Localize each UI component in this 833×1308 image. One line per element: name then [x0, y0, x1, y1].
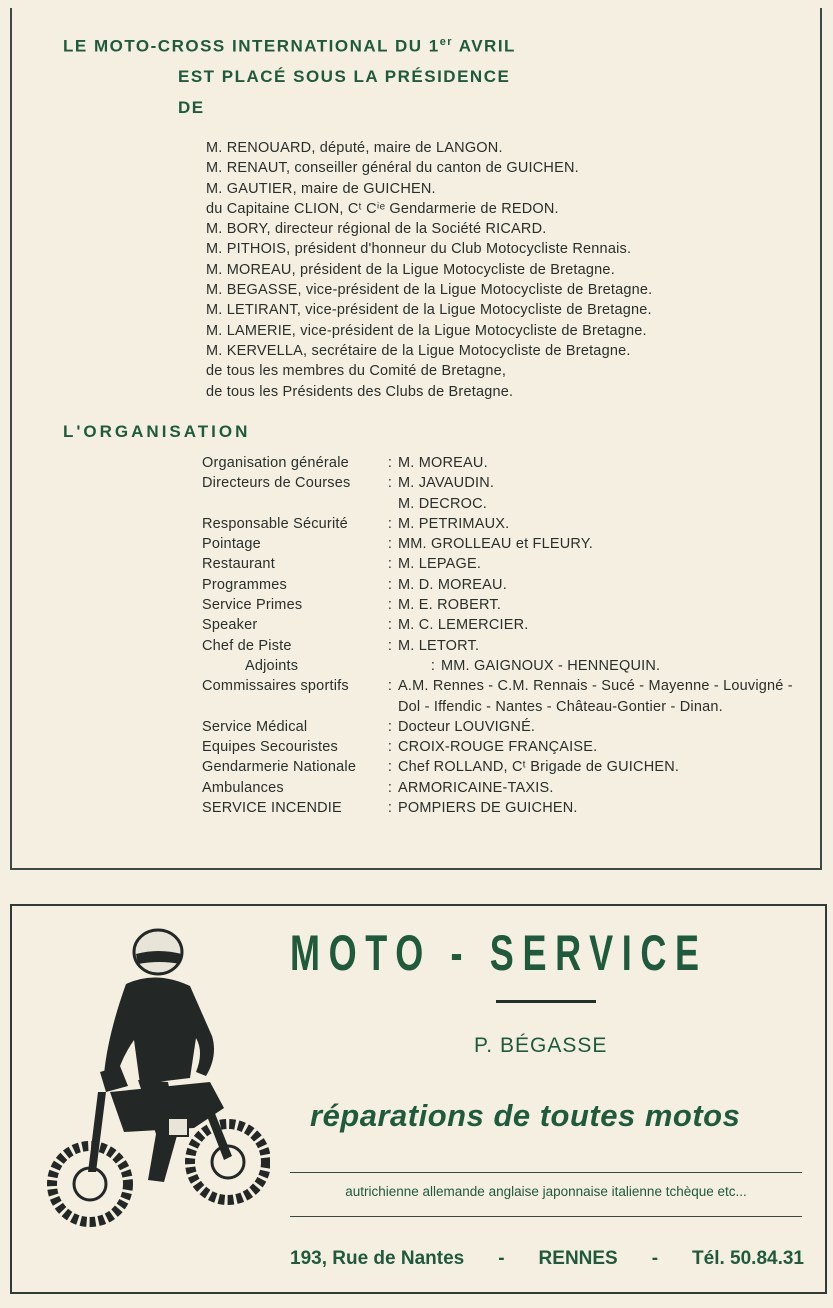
president-item: M. GAUTIER, maire de GUICHEN. — [206, 180, 436, 197]
organisation-colon: : — [387, 637, 393, 654]
organisation-row — [202, 615, 812, 635]
header-line-3: DE — [178, 98, 205, 117]
organisation-role: Organisation générale — [202, 455, 349, 471]
organisation-colon: : — [387, 759, 393, 776]
presidency-section — [10, 8, 822, 870]
organisation-table — [202, 453, 812, 818]
organisation-role: SERVICE INCENDIE — [202, 800, 342, 817]
organisation-role: Pointage — [202, 536, 261, 553]
organisation-colon: : — [387, 800, 393, 817]
president-item: M. BORY, directeur régional de la Société RICARD. — [206, 221, 547, 238]
organisation-row — [202, 717, 812, 737]
organisation-name: Docteur LOUVIGNÉ. — [398, 718, 536, 735]
organisation-role: Service Médical — [202, 718, 308, 735]
president-item: M. RENOUARD, député, maire de LANGON. — [206, 140, 503, 156]
ad-brands: autrichienne allemande anglaise japonnaise italienne tchèque etc... — [345, 1184, 747, 1199]
organisation-role: Speaker — [202, 617, 258, 634]
organisation-row — [202, 534, 812, 554]
organisation-role — [202, 494, 382, 514]
ad-rule-lower — [290, 1216, 802, 1217]
president-item: M. KERVELLA, secrétaire de la Ligue Motocycliste de Bretagne. — [206, 342, 631, 359]
organisation-row — [202, 798, 812, 818]
ad-slogan: réparations de toutes motos — [310, 1098, 741, 1133]
organisation-name: A.M. Rennes - C.M. Rennais - Sucé - Mayenne - Louvigné - Dol - Iffendic - Nantes - Château-Gontier - Dinan. — [398, 678, 793, 715]
president-item: M. PITHOIS, président d'honneur du Club Motocycliste Rennais. — [206, 241, 632, 258]
ad-owner: P. BÉGASSE — [474, 1034, 608, 1057]
organisation-row — [202, 514, 812, 534]
ad-separator: - — [651, 1248, 659, 1269]
president-item: du Capitaine CLION, Cᵗ Cⁱᵉ Gendarmerie de REDON. — [206, 200, 559, 217]
ad-rule-upper — [290, 1172, 802, 1173]
organisation-colon: : — [387, 455, 393, 471]
ad-separator: - — [498, 1248, 505, 1269]
presidents-list — [206, 138, 806, 402]
president-item: M. RENAUT, conseiller général du canton de GUICHEN. — [206, 160, 579, 177]
motocross-rider-illustration — [40, 922, 270, 1252]
organisation-colon: : — [387, 597, 393, 614]
organisation-row — [202, 656, 812, 676]
organisation-role: Ambulances — [202, 779, 284, 796]
organisation-role: Gendarmerie Nationale — [202, 759, 357, 776]
organisation-role: Programmes — [202, 576, 287, 593]
president-item: M. BEGASSE, vice-président de la Ligue Motocycliste de Bretagne. — [206, 282, 653, 299]
ad-city: RENNES — [538, 1248, 618, 1269]
organisation-title: L'ORGANISATION — [63, 422, 251, 441]
organisation-role: Restaurant — [202, 556, 275, 573]
organisation-name: M. C. LEMERCIER. — [398, 617, 529, 634]
organisation-colon: : — [387, 515, 393, 532]
organisation-row — [202, 737, 812, 757]
organisation-colon — [382, 494, 398, 514]
president-item: M. LAMERIE, vice-président de la Ligue Motocycliste de Bretagne. — [206, 322, 647, 339]
organisation-role: Responsable Sécurité — [202, 515, 348, 532]
president-item: M. MOREAU, président de la Ligue Motocycliste de Bretagne. — [206, 261, 615, 278]
organisation-colon: : — [387, 718, 393, 735]
organisation-colon: : — [387, 536, 393, 553]
header-line-2: EST PLACÉ SOUS LA PRÉSIDENCE — [178, 67, 511, 86]
president-item: M. LETIRANT, vice-président de la Ligue Motocycliste de Bretagne. — [206, 302, 652, 319]
organisation-row — [202, 453, 812, 473]
president-item: de tous les membres du Comité de Bretagne, — [206, 363, 507, 380]
organisation-row — [202, 494, 812, 514]
organisation-name: M. D. MOREAU. — [398, 576, 507, 593]
ad-address — [290, 1248, 804, 1270]
organisation-name: M. MOREAU. — [398, 455, 488, 471]
organisation-name: MM. GROLLEAU et FLEURY. — [398, 536, 594, 553]
organisation-row — [202, 575, 812, 595]
organisation-role: Directeurs de Courses — [202, 475, 351, 492]
moto-service-ad — [10, 904, 827, 1294]
organisation-colon: : — [387, 739, 393, 756]
organisation-name: ARMORICAINE-TAXIS. — [398, 779, 554, 796]
header-line-1-end: AVRIL — [458, 36, 516, 56]
organisation-role: Adjoints — [245, 657, 299, 674]
header-line-1 — [63, 36, 516, 57]
organisation-row — [202, 757, 812, 777]
organisation-name: Chef ROLLAND, Cᵗ Brigade de GUICHEN. — [398, 759, 680, 776]
organisation-colon: : — [387, 779, 393, 796]
organisation-name: CROIX-ROUGE FRANÇAISE. — [398, 739, 598, 756]
organisation-row — [202, 554, 812, 574]
header-line-1-text: LE MOTO-CROSS INTERNATIONAL DU 1 — [63, 36, 440, 56]
organisation-name: POMPIERS DE GUICHEN. — [398, 800, 578, 817]
header-line-1-sup: er — [439, 36, 454, 48]
organisation-name: M. LEPAGE. — [398, 556, 482, 573]
organisation-name: M. PETRIMAUX. — [398, 515, 510, 532]
organisation-name: MM. GAIGNOUX - HENNEQUIN. — [441, 657, 661, 674]
organisation-row — [202, 676, 812, 717]
organisation-role: Equipes Secouristes — [202, 739, 338, 756]
organisation-row — [202, 636, 812, 656]
organisation-colon: : — [387, 475, 393, 492]
organisation-row — [202, 595, 812, 615]
organisation-name: M. JAVAUDIN. — [398, 475, 495, 492]
ad-street: 193, Rue de Nantes — [290, 1248, 465, 1269]
organisation-role: Commissaires sportifs — [202, 678, 349, 695]
organisation-row — [202, 473, 812, 493]
organisation-colon: : — [387, 556, 393, 573]
ad-phone: Tél. 50.84.31 — [692, 1248, 804, 1269]
organisation-row — [202, 778, 812, 798]
organisation-colon: : — [430, 657, 436, 674]
organisation-name: M. LETORT. — [398, 637, 480, 654]
organisation-name: M. E. ROBERT. — [398, 597, 502, 614]
president-item: de tous les Présidents des Clubs de Bretagne. — [206, 383, 514, 400]
organisation-colon: : — [387, 617, 393, 634]
organisation-role: Chef de Piste — [202, 637, 292, 654]
organisation-role: Service Primes — [202, 597, 303, 614]
ad-title: MOTO - SERVICE — [290, 925, 708, 981]
organisation-colon: : — [387, 576, 393, 593]
ad-title-rule — [496, 1000, 596, 1003]
organisation-name: M. DECROC. — [398, 495, 487, 512]
organisation-colon: : — [387, 678, 393, 695]
